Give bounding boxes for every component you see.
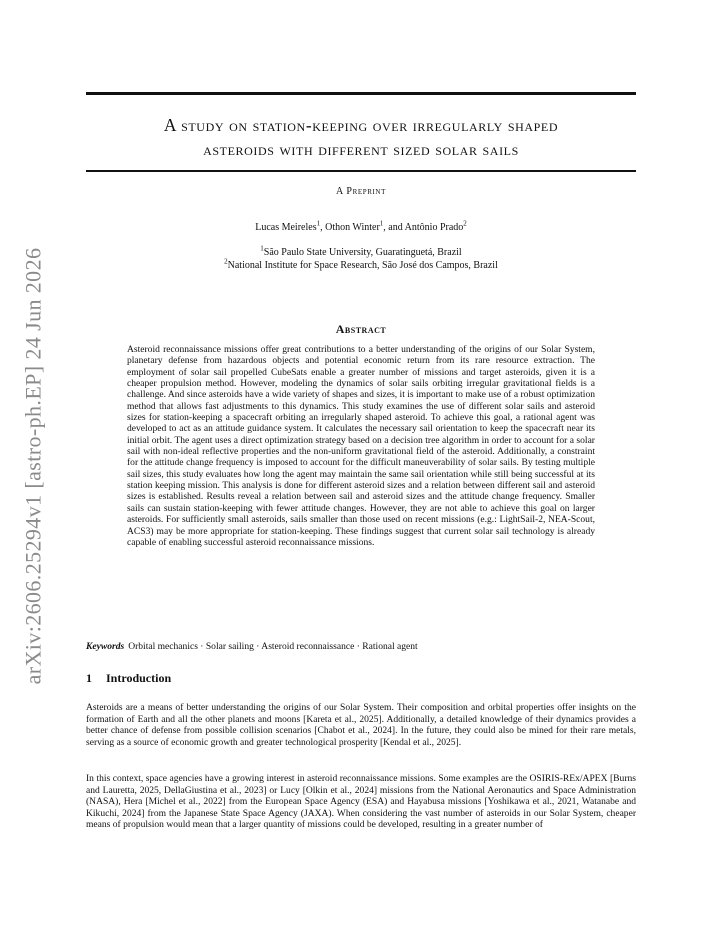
arxiv-identifier-stamp [8,236,58,696]
section-title: Introduction [106,671,172,685]
paper-title-line-1: A study on station-keeping over irregularly shaped [163,115,559,135]
abstract-body: Asteroid reconnaissance missions offer great contributions to a better understanding of the origins of our Solar System, planetary defense from hazardous objects and potential economic return from its rare resource extraction. The employment of solar sail propelled CubeSats enable a greater number of missions and target asteroids, given it is a cheaper propulsion method. However, modeling the dynamics of solar sails orbiting irregular gravitational fields is a challenge. And since asteroids have a wide variety of shapes and sizes, it is important to make use of a robust optimization method that allows fast adjustments to this dynamics. This study examines the use of different solar sails and asteroid sizes for station-keeping a spacecraft orbiting an irregularly shaped asteroid. To achieve this goal, a rational agent was developed to act as an attitude guidance system. It calculates the necessary sail orientation to keep the spacecraft near its initial orbit. The agent uses a direct optimization strategy based on a decision tree algorithm in order to account for a solar sail with non-ideal reflective properties and the non-uniform gravitational field of the asteroid. Additionally, a constraint for the attitude change frequency is imposed to account for the difficult maneuverability of solar sails. By testing multiple sail sizes, this study evaluates how long the agent may maintain the same sail orientation while still being successful at its station keeping mission. This analysis is done for different asteroid sizes and a relation between different sail and asteroid sizes is established. Results reveal a relation between sail and asteroid sizes and the attitude change frequency. Smaller sails can sustain station-keeping with fewer attitude changes. However, they are not able to achieve this goal on larger asteroids. For sufficiently small asteroids, sails smaller than those used on recent missions (e.g.: LightSail-2, NEA-Scout, ACS3) may be more appropriate for station-keeping. These findings suggest that current solar sail technology is already capable of enabling successful asteroid reconnaissance missions. [127,344,595,548]
author-affiliation-marker: 1 [316,219,321,228]
affiliation-text: São Paulo State University, Guaratinguetá, Brazil [263,247,462,258]
affiliation-line [86,259,636,272]
paper-title-line-2: asteroids with different sized solar sails [203,139,519,159]
author-affiliation-marker: 1 [379,219,384,228]
affiliation-marker: 1 [260,244,264,253]
affiliation-marker: 2 [224,257,228,266]
title-top-rule [86,92,636,95]
author-name: Othon Winter [325,222,380,233]
affiliation-text: National Institute for Space Research, São José dos Campos, Brazil [227,260,498,271]
abstract-heading: Abstract [335,322,387,336]
author-affiliation-marker: 2 [463,219,467,228]
affiliation-line [86,246,636,259]
author-separator: , [320,222,326,233]
keywords-line [86,641,636,652]
author-list [86,219,636,233]
author-name: Antônio Prado [404,222,464,233]
section-heading-introduction [86,671,636,686]
keywords-text: Orbital mechanics · Solar sailing · Asteroid reconnaissance · Rational agent [128,641,418,652]
arxiv-identifier-text: arXiv:2606.25294v1 [astro-ph.EP] 24 Jun 2026 [20,247,46,685]
intro-paragraph-2: In this context, space agencies have a growing interest in asteroid reconnaissance missions. Some examples are the OSIRIS-REx/APEX [Burns and Lauretta, 2025, DellaGiustina et al., 2023] or Lucy [Olkin et al., 2024] missions from the National Aeronautics and Space Administration (NASA), Hera [Michel et al., 2022] from the European Space Agency (ESA) and Hayabusa missions [Yoshikawa et al., 2021, Watanabe and Kikuchi, 2024] from the Japanese State Space Agency (JAXA). When considering the vast number of asteroids in our Solar System, cheaper means of propulsion would mean that a larger quantity of missions could be developed, resulting in a greater number of [86,773,636,831]
paper-title [86,113,636,161]
section-number: 1 [86,671,92,685]
affiliation-list [86,246,636,272]
author-name: Lucas Meireles [255,222,317,233]
intro-paragraph-1: Asteroids are a means of better understanding the origins of our Solar System. Their composition and orbital properties offer insights on the formation of Earth and all the other planets and moons [Kareta et al., 2025]. Additionally, a detailed knowledge of their dynamics provides a better chance of defense from possible collision scenarios [Chabot et al., 2024]. In the future, they could also be mined for their rare metals, serving as a source of economic growth and greater technological prosperity [Kendal et al., 2025]. [86,702,636,748]
keywords-label: Keywords [86,641,125,652]
preprint-label: A Preprint [336,186,386,197]
author-separator: , and [383,222,405,233]
title-bottom-rule [86,170,636,172]
